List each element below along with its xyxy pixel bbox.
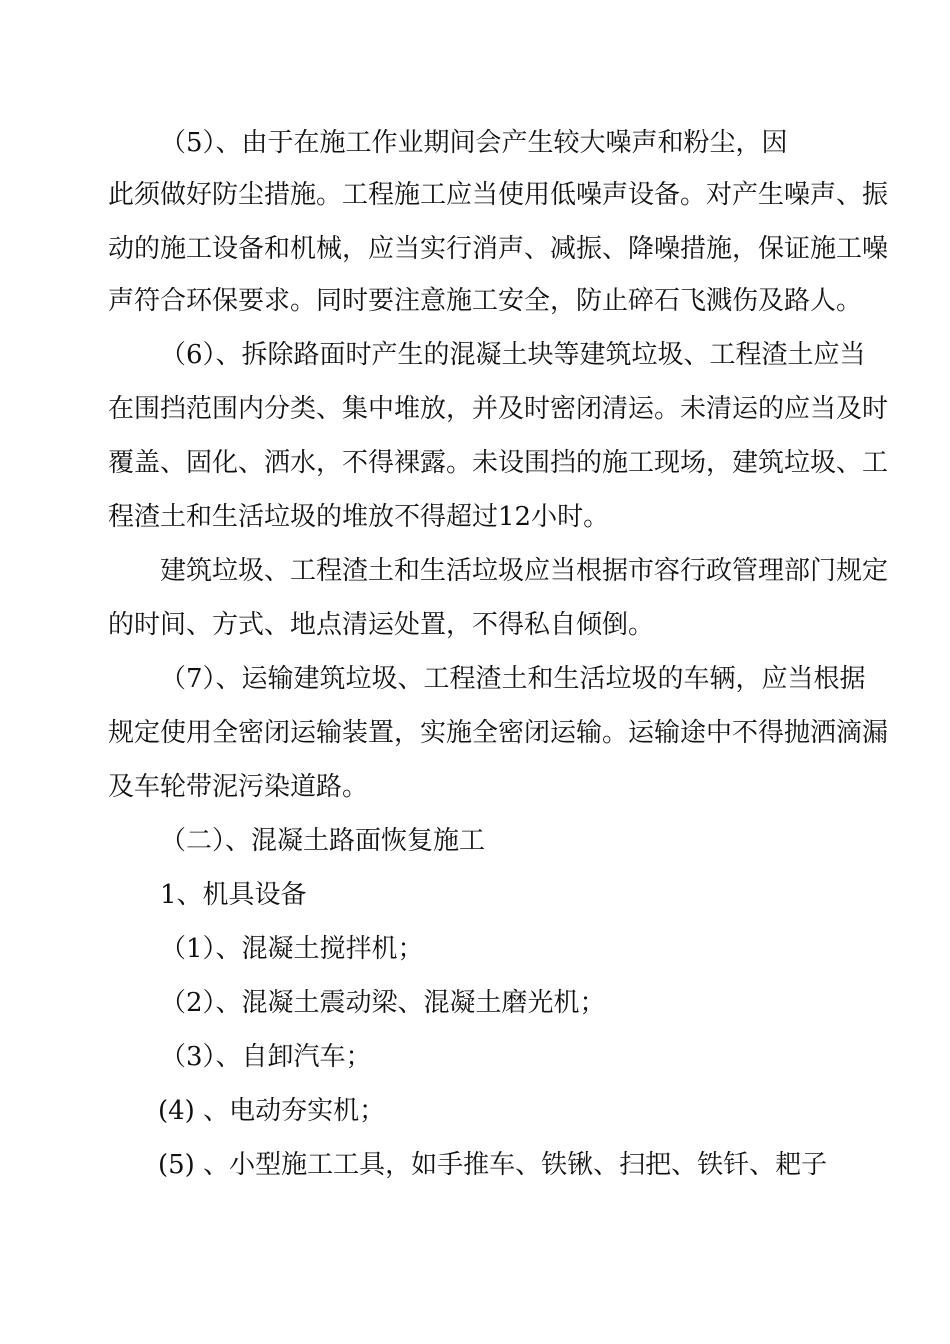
paragraph-waste-line-1: 建筑垃圾、工程渣土和生活垃圾应当根据市容行政管理部门规定 <box>160 556 889 586</box>
paragraph-7-line-2: 规定使用全密闭运输装置，实施全密闭运输。运输途中不得抛洒滴漏 <box>108 718 889 748</box>
paragraph-6-line-4: 程渣土和生活垃圾的堆放不得超过12小时。 <box>108 502 610 532</box>
paragraph-5-line-1: （5）、由于在施工作业期间会产生较大噪声和粉尘，因 <box>160 128 788 158</box>
paragraph-5-line-3: 动的施工设备和机械，应当实行消声、减振、降噪措施，保证施工噪 <box>108 234 889 264</box>
paragraph-6-line-2: 在围挡范围内分类、集中堆放，并及时密闭清运。未清运的应当及时 <box>108 394 889 424</box>
subheading-equipment: 1、机具设备 <box>160 880 307 910</box>
section-heading-2: （二）、混凝土路面恢复施工 <box>160 826 486 856</box>
equipment-item-3: （3）、自卸汽车； <box>160 1042 372 1072</box>
equipment-item-2: （2）、混凝土震动梁、混凝土磨光机； <box>160 988 606 1018</box>
equipment-item-4: (4) 、电动夯实机； <box>158 1096 386 1126</box>
paragraph-waste-line-2: 的时间、方式、地点清运处置，不得私自倾倒。 <box>108 610 655 640</box>
paragraph-7-line-3: 及车轮带泥污染道路。 <box>108 772 369 802</box>
paragraph-7-line-1: （7）、运输建筑垃圾、工程渣土和生活垃圾的车辆，应当根据 <box>160 664 866 694</box>
equipment-item-1: （1）、混凝土搅拌机； <box>160 934 424 964</box>
paragraph-6-line-1: （6）、拆除路面时产生的混凝土块等建筑垃圾、工程渣土应当 <box>160 340 866 370</box>
paragraph-5-line-2: 此须做好防尘措施。工程施工应当使用低噪声设备。对产生噪声、振 <box>108 180 889 210</box>
paragraph-5-line-4: 声符合环保要求。同时要注意施工安全，防止碎石飞溅伤及路人。 <box>108 286 863 316</box>
equipment-item-5: (5) 、小型施工工具，如手推车、铁锹、扫把、铁钎、耙子 <box>158 1150 828 1180</box>
paragraph-6-line-3: 覆盖、固化、洒水，不得裸露。未设围挡的施工现场，建筑垃圾、工 <box>108 448 889 478</box>
